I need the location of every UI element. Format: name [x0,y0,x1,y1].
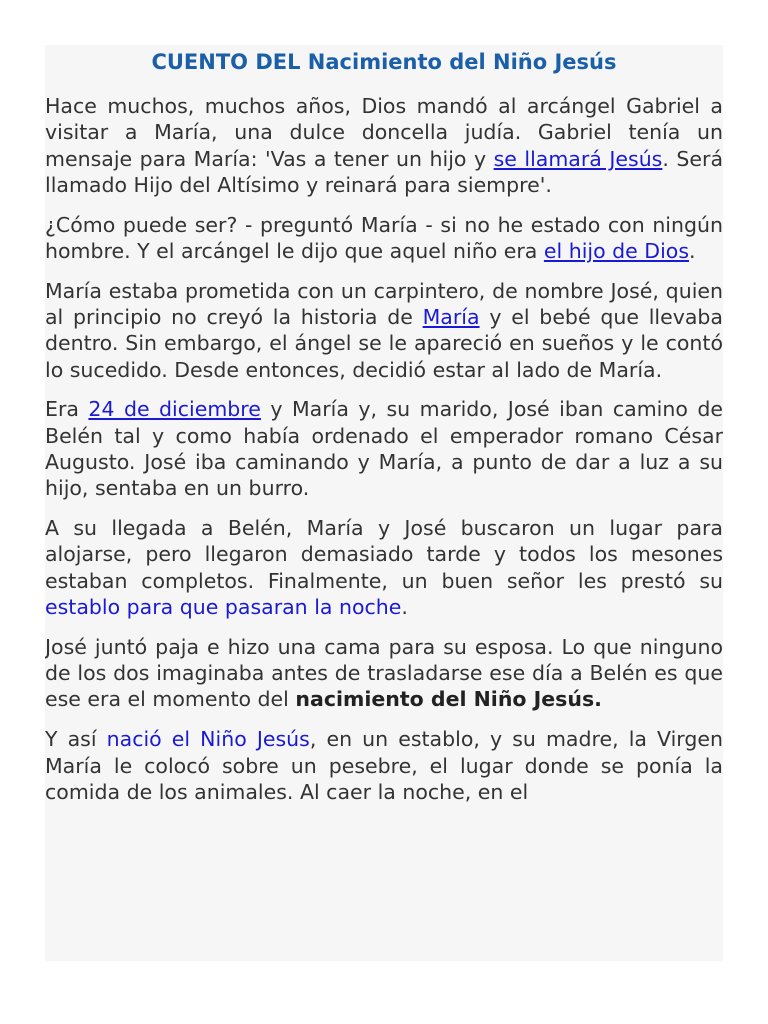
document-body [45,93,723,805]
paragraph-text: ¿Cómo puede ser? - preguntó María - si no he estado con ningún hombre. Y el arcángel le dijo que aquel niño era [45,212,723,263]
paragraph-text: A su llegada a Belén, María y José buscaron un lugar para alojarse, pero llegaron demasiado tarde y todos los mesones estaban completos. Finalmente, un buen señor les prestó su [45,516,723,593]
paragraph-7 [45,726,723,805]
paragraph-6 [45,634,723,713]
paragraph-text: . Será llamado Hijo del Altísimo y reinará para siempre'. [45,146,723,197]
paragraph-text: y el bebé que llevaba dentro. Sin embargo, el ángel se le apareció en sueños y le contó lo sucedido. Desde entonces, decidió estar al lado de María. [45,305,723,382]
paragraph-text: Y así [45,727,107,752]
paragraph-5 [45,515,723,620]
bold-phrase: nacimiento del Niño Jesús. [295,687,602,712]
paragraph-text: . [689,238,696,263]
paragraph-2 [45,212,723,265]
document-page [45,45,723,961]
link-maria[interactable]: María [422,305,480,330]
paragraph-text: , en un establo, y su madre, la Virgen María le colocó sobre un pesebre, el lugar donde se ponía la comida de los animales. Al caer la noche, en el [45,727,723,804]
paragraph-text: Era [45,397,89,422]
paragraph-text: y María y, su marido, José iban camino de Belén tal y como había ordenado el emperador romano César Augusto. José iba caminando y María, a punto de dar a luz a su hijo, sentaba en un burro. [45,397,723,501]
link-nacio-el-nino-jesus[interactable]: nació el Niño Jesús [106,727,310,752]
paragraph-3 [45,278,723,383]
link-24-de-diciembre[interactable]: 24 de diciembre [88,397,261,422]
link-se-llamara-jesus[interactable]: se llamará Jesús [493,146,663,171]
link-el-hijo-de-dios[interactable]: el hijo de Dios [543,238,690,263]
paragraph-text: José juntó paja e hizo una cama para su esposa. Lo que ninguno de los dos imaginaba antes de trasladarse ese día a Belén es que ese era el momento del [45,634,723,712]
paragraph-text: . [401,595,408,620]
paragraph-text: María estaba prometida con un carpintero, de nombre José, quien al principio no creyó la historia de [45,278,723,330]
paragraph-text: Hace muchos, muchos años, Dios mandó al arcángel Gabriel a visitar a María, una dulce doncella judía. Gabriel tenía un mensaje para María: 'Vas a tener un hijo y [45,94,723,171]
paragraph-1 [45,93,723,198]
paragraph-4 [45,396,723,501]
link-establo[interactable]: establo para que pasaran la noche [45,595,402,620]
document-title: CUENTO DEL Nacimiento del Niño Jesús [151,50,617,74]
